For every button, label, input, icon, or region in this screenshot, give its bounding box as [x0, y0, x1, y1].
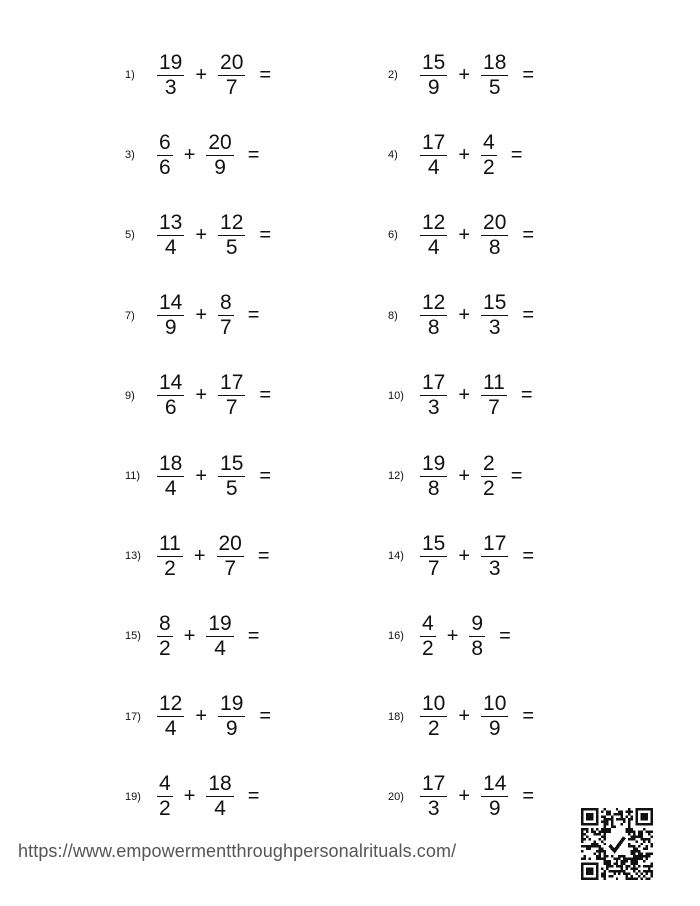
- plus-sign: +: [183, 143, 196, 166]
- qr-code-icon: [581, 808, 653, 880]
- denominator: 2: [164, 556, 176, 580]
- numerator: 10: [422, 692, 446, 716]
- fraction-b: [218, 453, 245, 500]
- denominator: 2: [483, 155, 495, 179]
- problem-1: [125, 50, 271, 100]
- fraction-b: [481, 52, 508, 99]
- denominator: 2: [422, 636, 434, 660]
- numerator: 20: [218, 531, 242, 555]
- denominator: 9: [427, 75, 440, 99]
- problem-9: [125, 371, 271, 421]
- equals-sign: =: [522, 223, 535, 246]
- problem-19: [125, 772, 259, 822]
- fraction-b: [469, 613, 485, 660]
- numerator: 17: [220, 371, 244, 395]
- fraction-a: [157, 613, 173, 660]
- problem-11: [125, 451, 271, 501]
- numerator: 18: [208, 772, 232, 796]
- equals-sign: =: [499, 624, 511, 647]
- numerator: 8: [159, 611, 171, 635]
- plus-sign: +: [195, 304, 208, 327]
- fraction-a: [420, 52, 447, 99]
- problem-number: 7): [125, 309, 135, 322]
- denominator: 2: [427, 717, 440, 741]
- problem-18: [388, 692, 534, 742]
- numerator: 11: [483, 371, 505, 395]
- problem-number: 14): [388, 550, 404, 563]
- fraction-a: [420, 453, 447, 500]
- numerator: 20: [220, 50, 244, 74]
- numerator: 18: [159, 451, 183, 475]
- fraction-a: [420, 132, 447, 179]
- numerator: 4: [159, 772, 171, 796]
- problem-17: [125, 692, 271, 742]
- denominator: 4: [164, 476, 177, 500]
- numerator: 4: [483, 130, 495, 154]
- problem-4: [388, 130, 522, 180]
- fraction-b: [218, 212, 245, 259]
- equals-sign: =: [259, 63, 272, 86]
- denominator: 3: [488, 556, 501, 580]
- denominator: 5: [488, 75, 501, 99]
- denominator: 3: [164, 75, 177, 99]
- denominator: 3: [427, 396, 440, 420]
- fraction-b: [218, 372, 245, 419]
- equals-sign: =: [247, 785, 260, 808]
- numerator: 19: [159, 50, 183, 74]
- plus-sign: +: [195, 384, 208, 407]
- plus-sign: +: [183, 624, 196, 647]
- denominator: 7: [224, 556, 237, 580]
- numerator: 17: [483, 531, 507, 555]
- denominator: 7: [220, 316, 232, 340]
- equals-sign: =: [522, 63, 535, 86]
- numerator: 2: [483, 451, 495, 475]
- problem-15: [125, 611, 259, 661]
- equals-sign: =: [259, 705, 272, 728]
- numerator: 6: [159, 130, 171, 154]
- numerator: 17: [422, 371, 446, 395]
- problem-number: 2): [388, 69, 398, 81]
- problem-6: [388, 210, 534, 260]
- problem-number: 17): [125, 710, 141, 723]
- problem-number: 3): [125, 149, 135, 162]
- problem-2: [388, 50, 534, 100]
- footer-url[interactable]: https://www.empowermentthroughpersonalrituals.com/: [18, 841, 457, 861]
- numerator: 14: [159, 291, 183, 315]
- numerator: 19: [422, 451, 446, 475]
- denominator: 8: [427, 476, 440, 500]
- plus-sign: +: [183, 785, 196, 808]
- problem-3: [125, 130, 259, 180]
- problem-14: [388, 531, 534, 581]
- numerator: 15: [422, 531, 446, 555]
- denominator: 7: [488, 396, 500, 420]
- denominator: 4: [164, 717, 177, 741]
- equals-sign: =: [522, 544, 535, 567]
- denominator: 4: [214, 797, 226, 821]
- fraction-a: [420, 533, 447, 580]
- plus-sign: +: [446, 624, 459, 647]
- problem-16: [388, 611, 511, 661]
- numerator: 4: [422, 611, 434, 635]
- numerator: 15: [422, 50, 446, 74]
- denominator: 4: [164, 235, 177, 259]
- denominator: 6: [164, 396, 177, 420]
- equals-sign: =: [247, 143, 260, 166]
- denominator: 3: [488, 316, 501, 340]
- fraction-b: [481, 212, 508, 259]
- plus-sign: +: [193, 544, 206, 567]
- fraction-a: [157, 453, 184, 500]
- numerator: 17: [422, 772, 446, 796]
- equals-sign: =: [522, 705, 535, 728]
- problem-number: 13): [125, 550, 141, 563]
- numerator: 12: [220, 210, 244, 234]
- problem-13: [125, 531, 270, 581]
- fraction-b: [481, 693, 508, 740]
- numerator: 12: [422, 291, 446, 315]
- numerator: 15: [483, 291, 507, 315]
- problem-7: [125, 291, 259, 341]
- problem-number: 16): [388, 630, 404, 643]
- problem-8: [388, 291, 534, 341]
- problem-number: 12): [388, 470, 404, 482]
- fraction-a: [420, 773, 447, 820]
- denominator: 6: [159, 155, 171, 179]
- equals-sign: =: [522, 304, 535, 327]
- denominator: 2: [483, 476, 495, 500]
- denominator: 3: [427, 797, 440, 821]
- fraction-a: [157, 52, 184, 99]
- equals-sign: =: [522, 785, 535, 808]
- equals-sign: =: [510, 464, 523, 487]
- denominator: 8: [427, 316, 440, 340]
- plus-sign: +: [458, 63, 471, 86]
- fraction-b: [217, 533, 244, 580]
- problem-number: 1): [125, 69, 135, 81]
- equals-sign: =: [257, 544, 270, 567]
- equals-sign: =: [259, 464, 272, 487]
- denominator: 4: [214, 636, 226, 660]
- problem-number: 11): [125, 470, 141, 482]
- denominator: 5: [225, 235, 238, 259]
- fraction-a: [420, 372, 447, 419]
- problem-number: 20): [388, 790, 404, 803]
- numerator: 12: [422, 210, 446, 234]
- problem-number: 19): [125, 790, 141, 803]
- denominator: 7: [427, 556, 440, 580]
- fraction-a: [157, 212, 184, 259]
- plus-sign: +: [195, 705, 208, 728]
- denominator: 2: [159, 797, 171, 821]
- equals-sign: =: [520, 384, 533, 407]
- problem-number: 8): [388, 309, 398, 322]
- fraction-b: [481, 132, 497, 179]
- denominator: 9: [225, 717, 238, 741]
- numerator: 14: [159, 371, 183, 395]
- equals-sign: =: [247, 624, 260, 647]
- fraction-a: [157, 773, 173, 820]
- denominator: 9: [164, 316, 177, 340]
- fraction-a: [157, 132, 173, 179]
- denominator: 5: [225, 476, 238, 500]
- fraction-b: [481, 292, 508, 339]
- plus-sign: +: [458, 464, 471, 487]
- problem-number: 15): [125, 630, 141, 643]
- fraction-a: [420, 613, 436, 660]
- numerator: 19: [208, 611, 232, 635]
- equals-sign: =: [510, 143, 523, 166]
- denominator: 7: [225, 75, 238, 99]
- numerator: 18: [483, 50, 507, 74]
- problem-number: 9): [125, 389, 135, 402]
- fraction-b: [481, 533, 508, 580]
- fraction-a: [420, 212, 447, 259]
- numerator: 14: [483, 772, 507, 796]
- numerator: 15: [220, 451, 244, 475]
- problem-number: 10): [388, 389, 404, 402]
- plus-sign: +: [458, 143, 471, 166]
- denominator: 9: [214, 155, 226, 179]
- fraction-b: [206, 773, 233, 820]
- problem-10: [388, 371, 533, 421]
- equals-sign: =: [247, 304, 260, 327]
- denominator: 2: [159, 636, 171, 660]
- denominator: 4: [427, 235, 440, 259]
- plus-sign: +: [458, 384, 471, 407]
- numerator: 10: [483, 692, 507, 716]
- fraction-b: [218, 292, 234, 339]
- equals-sign: =: [259, 384, 272, 407]
- plus-sign: +: [458, 785, 471, 808]
- fraction-b: [481, 773, 508, 820]
- plus-sign: +: [195, 223, 208, 246]
- fraction-b: [206, 613, 233, 660]
- problem-20: [388, 772, 534, 822]
- fraction-a: [157, 533, 183, 580]
- plus-sign: +: [458, 304, 471, 327]
- numerator: 20: [483, 210, 507, 234]
- numerator: 11: [159, 531, 181, 555]
- numerator: 20: [208, 130, 232, 154]
- problem-number: 5): [125, 229, 135, 242]
- problem-12: [388, 451, 522, 501]
- plus-sign: +: [458, 223, 471, 246]
- denominator: 8: [488, 235, 501, 259]
- numerator: 13: [159, 210, 183, 234]
- problem-number: 4): [388, 149, 398, 162]
- numerator: 17: [422, 130, 446, 154]
- numerator: 9: [471, 611, 484, 635]
- denominator: 9: [488, 797, 501, 821]
- fraction-b: [218, 52, 245, 99]
- problem-number: 6): [388, 229, 398, 242]
- numerator: 8: [220, 291, 232, 315]
- fraction-a: [157, 292, 184, 339]
- fraction-b: [481, 372, 507, 419]
- fraction-a: [420, 292, 447, 339]
- equals-sign: =: [259, 223, 272, 246]
- fraction-b: [218, 693, 245, 740]
- fraction-a: [157, 372, 184, 419]
- denominator: 7: [225, 396, 238, 420]
- problem-5: [125, 210, 271, 260]
- plus-sign: +: [195, 464, 208, 487]
- fraction-a: [157, 693, 184, 740]
- denominator: 4: [427, 155, 440, 179]
- problem-number: 18): [388, 710, 404, 723]
- plus-sign: +: [458, 544, 471, 567]
- fraction-a: [420, 693, 447, 740]
- denominator: 9: [488, 717, 501, 741]
- numerator: 12: [159, 692, 183, 716]
- numerator: 19: [220, 692, 244, 716]
- plus-sign: +: [195, 63, 208, 86]
- denominator: 8: [471, 636, 484, 660]
- fraction-b: [206, 132, 233, 179]
- fraction-b: [481, 453, 497, 500]
- plus-sign: +: [458, 705, 471, 728]
